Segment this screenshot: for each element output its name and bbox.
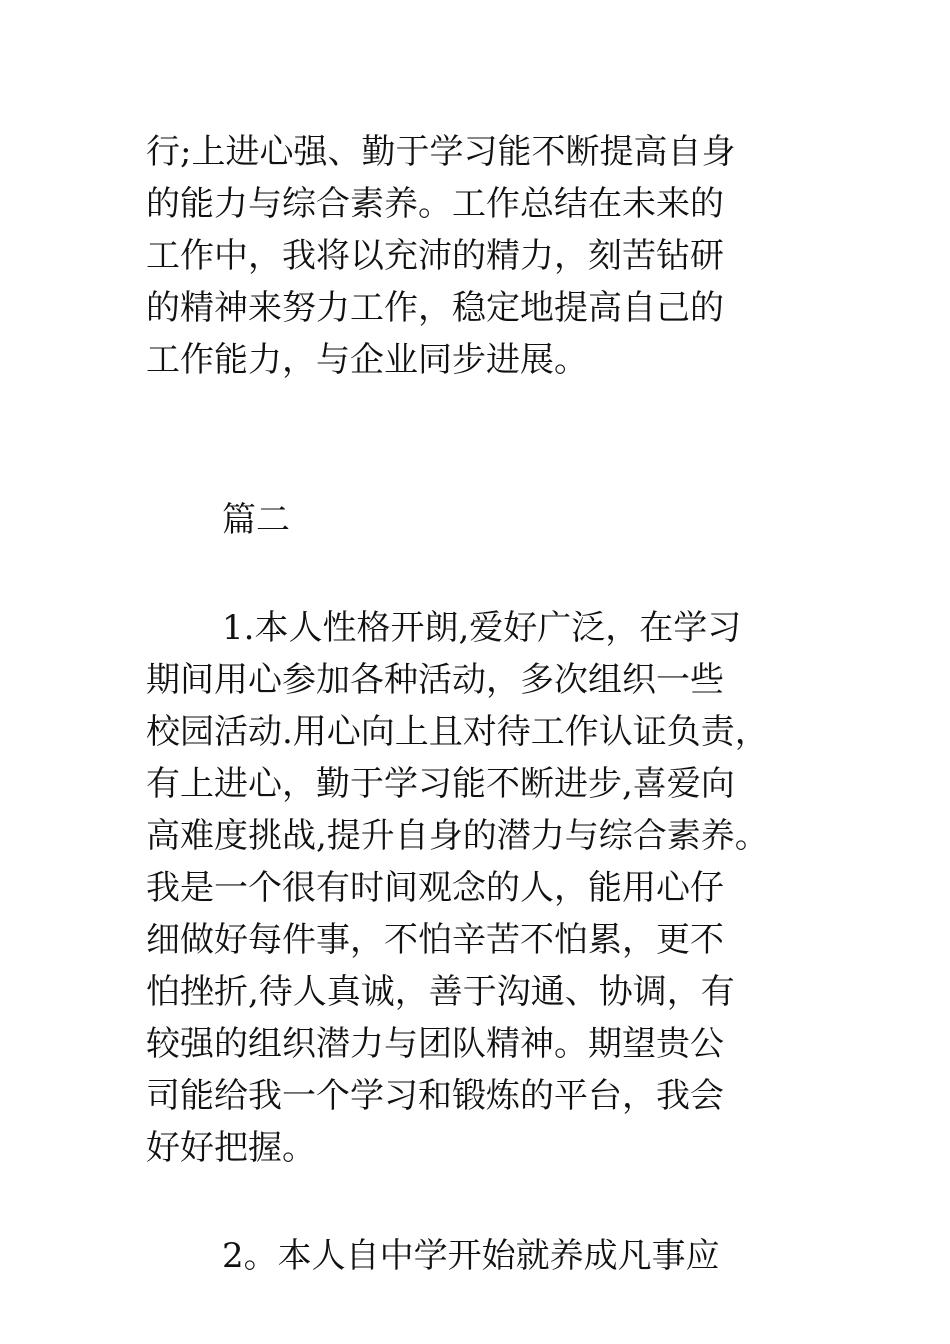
text-line: 好好把握。 <box>146 1128 316 1168</box>
text-line: 行;上进心强、勤于学习能不断提高自身 <box>146 132 736 172</box>
text-line: 怕挫折,待人真诚，善于沟通、协调，有 <box>146 972 735 1012</box>
text-line: 高难度挑战,提升自身的潜力与综合素养。 <box>146 816 769 856</box>
text-line: 的精神来努力工作，稳定地提高自己的 <box>146 288 724 328</box>
spacer <box>146 386 836 494</box>
document-page <box>146 126 836 1282</box>
text-line: 我是一个很有时间观念的人，能用心仔 <box>146 868 724 908</box>
text-line: 较强的组织潜力与团队精神。期望贵公 <box>146 1024 724 1064</box>
text-line: 1.本人性格开朗,爱好广泛，在学习 <box>222 608 742 648</box>
paragraph-1 <box>146 602 836 1174</box>
section-heading: 篇二 <box>222 500 290 540</box>
intro-paragraph <box>146 126 836 386</box>
text-line: 校园活动.用心向上且对待工作认证负责， <box>146 712 769 752</box>
paragraph-2 <box>146 1230 836 1282</box>
text-line: 工作中，我将以充沛的精力，刻苦钻研 <box>146 236 724 276</box>
text-line: 工作能力，与企业同步进展。 <box>146 340 588 380</box>
text-line: 的能力与综合素养。工作总结在未来的 <box>146 184 724 224</box>
spacer <box>146 546 836 602</box>
text-line: 司能给我一个学习和锻炼的平台，我会 <box>146 1076 724 1116</box>
text-line: 有上进心，勤于学习能不断进步,喜爱向 <box>146 764 735 804</box>
text-line: 2。本人自中学开始就养成凡事应 <box>222 1236 720 1276</box>
text-line: 期间用心参加各种活动，多次组织一些 <box>146 660 724 700</box>
text-line: 细做好每件事，不怕辛苦不怕累，更不 <box>146 920 724 960</box>
spacer <box>146 1174 836 1230</box>
